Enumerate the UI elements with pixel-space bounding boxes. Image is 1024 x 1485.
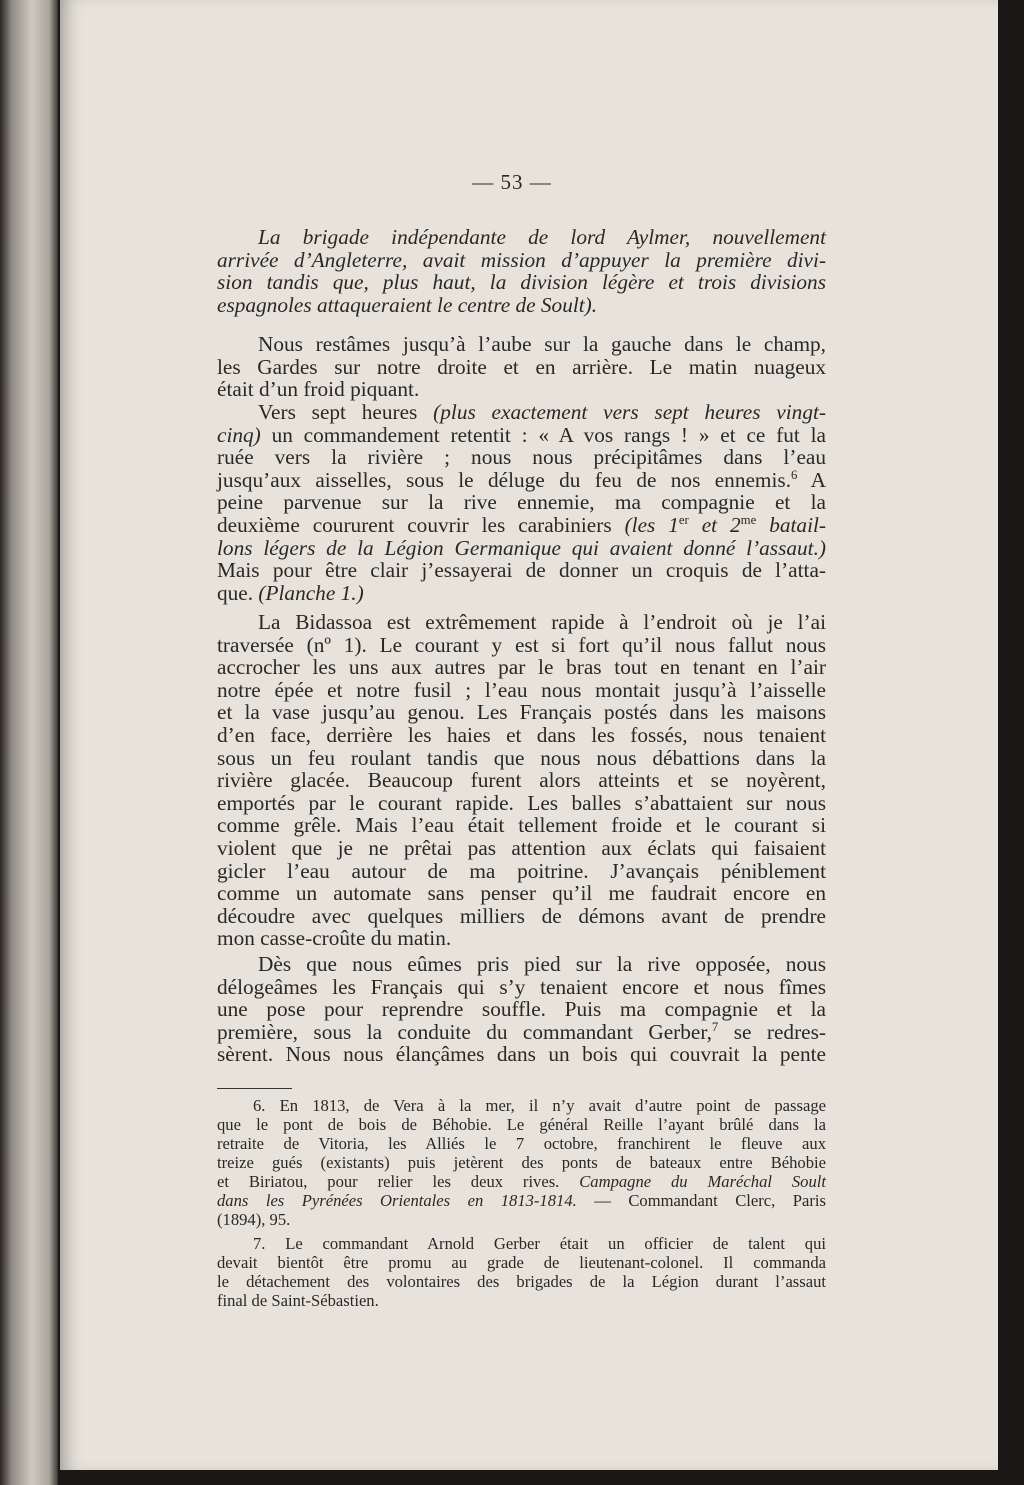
text-line — [217, 927, 826, 950]
facing-page-edge — [0, 0, 58, 1485]
text-line — [217, 1191, 826, 1210]
text-segment: gicler l’eau autour de ma poitrine. J’avançais péniblement — [217, 858, 826, 883]
text-segment: se redres- — [718, 1019, 826, 1044]
text-segment: La brigade indépendante de lord Aylmer, nouvellement — [258, 225, 826, 249]
text-line — [217, 294, 826, 317]
text-line — [217, 1234, 826, 1253]
text-line — [217, 514, 826, 537]
text-line — [217, 701, 826, 724]
text-segment: notre épée et notre fusil ; l’eau nous montait jusqu’à l’aisselle — [217, 677, 826, 702]
text-segment: espagnoles attaqueraient le centre de Soult). — [217, 292, 598, 317]
text-segment: lons légers de la Légion Germanique qui avaient donné l’assaut.) — [217, 535, 826, 560]
text-line — [217, 446, 826, 469]
text-segment: retraite de Vitoria, les Alliés le 7 octobre, franchirent le fleuve aux — [217, 1134, 826, 1153]
text-line — [217, 333, 826, 356]
text-segment: le détachement des volontaires des brigades de la Légion durant l’assaut — [217, 1272, 826, 1291]
text-segment: violent que je ne prêtai pas attention aux éclats qui faisaient — [217, 835, 826, 860]
text-segment: sèrent. Nous nous élançâmes dans un bois qui couvrait la pente — [217, 1042, 826, 1067]
paragraph — [217, 333, 826, 401]
text-line — [217, 1272, 826, 1291]
superscript: me — [740, 512, 757, 527]
text-line — [217, 271, 826, 294]
text-line — [217, 226, 826, 249]
text-segment: La Bidassoa est extrêmement rapide à l’endroit où je l’ai — [258, 610, 826, 634]
text-segment: mon casse-croûte du matin. — [217, 926, 452, 951]
text-segment: découdre avec quelques milliers de démons avant de prendre — [217, 903, 826, 928]
text-segment: emportés par le courant rapide. Les balles s’abattaient sur nous — [217, 790, 826, 815]
paragraph — [217, 611, 826, 950]
text-line — [217, 1096, 826, 1115]
paragraph — [217, 226, 826, 316]
text-line — [217, 953, 826, 976]
text-line — [217, 424, 826, 447]
text-segment: sous un feu roulant tandis que nous nous débattions dans la — [217, 745, 826, 770]
text-segment: (1894), 95. — [217, 1210, 291, 1229]
text-segment: comme grêle. Mais l’eau était tellement froide et le courant si — [217, 813, 826, 838]
text-segment: cinq) — [217, 422, 261, 447]
text-line — [217, 1134, 826, 1153]
text-segment: d’en face, derrière les haies et dans les fossés, nous tenaient — [217, 722, 826, 747]
text-segment: treize gués (existants) puis jetèrent des ponts de bateaux entre Béhobie — [217, 1153, 826, 1172]
text-segment: A — [797, 467, 826, 492]
footnote — [217, 1096, 826, 1229]
text-segment: final de Saint-Sébastien. — [217, 1291, 379, 1310]
paragraph — [217, 953, 826, 1066]
text-line — [217, 1291, 826, 1310]
superscript: er — [678, 512, 689, 527]
text-line — [217, 656, 826, 679]
text-segment: (Planche 1.) — [258, 580, 364, 605]
text-line — [217, 679, 826, 702]
text-line — [217, 792, 826, 815]
text-segment: (plus exactement vers sept heures vingt- — [433, 400, 826, 424]
text-line — [217, 976, 826, 999]
text-line — [217, 1115, 826, 1134]
text-line — [217, 1253, 826, 1272]
text-segment: dans les Pyrénées Orientales en 1813-1814. — [217, 1191, 577, 1210]
text-line — [217, 611, 826, 634]
text-segment: comme un automate sans penser qu’il me faudrait encore en — [217, 881, 826, 906]
text-line — [217, 1172, 826, 1191]
text-line — [217, 860, 826, 883]
text-line — [217, 582, 826, 605]
text-line — [217, 537, 826, 560]
text-segment: 6. En 1813, de Vera à la mer, il n’y avait d’autre point de passage — [253, 1096, 826, 1115]
text-segment: et la vase jusqu’au genou. Les Français postés dans les maisons — [217, 700, 826, 725]
text-segment: batail- — [756, 512, 826, 537]
text-line — [217, 837, 826, 860]
page-number: — 53 — — [472, 170, 552, 194]
text-line — [217, 905, 826, 928]
superscript: 7 — [711, 1019, 719, 1034]
text-segment: les Gardes sur notre droite et en arrière. Le matin nuageux — [217, 354, 826, 379]
text-line — [217, 491, 826, 514]
text-segment: sion tandis que, plus haut, la division légère et trois divisions — [217, 270, 826, 295]
text-line — [217, 747, 826, 770]
paragraph — [217, 401, 826, 604]
text-line — [217, 882, 826, 905]
text-segment: rivière glacée. Beaucoup furent alors atteints et se noyèrent, — [217, 768, 826, 793]
text-segment: et 2 — [688, 512, 741, 537]
text-segment: accrocher les uns aux autres par le bras tout en tenant en l’air — [217, 655, 826, 680]
text-line — [217, 724, 826, 747]
text-segment: que le pont de bois de Béhobie. Le général Reille l’ayant brûlé dans la — [217, 1115, 826, 1134]
text-segment: arrivée d’Angleterre, avait mission d’appuyer la première divi- — [217, 247, 826, 272]
text-segment: que. — [217, 580, 259, 605]
text-segment: devait bientôt être promu au grade de lieutenant-colonel. Il commanda — [217, 1253, 826, 1272]
text-segment: jusqu’aux aisselles, sous le déluge du feu de nos ennemis. — [217, 467, 792, 492]
text-line — [217, 1153, 826, 1172]
text-line — [217, 814, 826, 837]
text-line — [217, 378, 826, 401]
text-segment: Vers sept heures — [258, 400, 434, 424]
text-segment: ruée vers la rivière ; nous nous précipitâmes dans l’eau — [217, 445, 826, 470]
text-line — [217, 401, 826, 424]
text-line — [217, 998, 826, 1021]
footnote — [217, 1234, 826, 1310]
text-segment: un commandement retentit : « A vos rangs ! » et ce fut la — [260, 422, 826, 447]
text-segment: et Biriatou, pour relier les deux rives. — [217, 1172, 580, 1191]
text-segment: Campagne du Maréchal Soult — [579, 1172, 826, 1191]
text-segment: Mais pour être clair j’essayerai de donner un croquis de l’atta- — [217, 558, 826, 583]
text-segment: deuxième coururent couvrir les carabiniers — [217, 512, 625, 537]
footnote-separator — [217, 1088, 292, 1089]
superscript: 6 — [791, 467, 798, 482]
text-line — [217, 769, 826, 792]
text-segment: une pose pour reprendre souffle. Puis ma compagnie et la — [217, 997, 826, 1022]
text-line — [217, 559, 826, 582]
text-segment: était d’un froid piquant. — [217, 377, 420, 402]
text-line — [217, 1043, 826, 1066]
text-segment: première, sous la conduite du commandant Gerber, — [217, 1019, 712, 1044]
text-segment: — Commandant Clerc, Paris — [576, 1191, 826, 1210]
text-line — [217, 1021, 826, 1044]
text-line — [217, 356, 826, 379]
text-segment: Nous restâmes jusqu’à l’aube sur la gauche dans le champ, — [258, 332, 826, 356]
text-segment: 7. Le commandant Arnold Gerber était un officier de talent qui — [253, 1234, 826, 1253]
text-segment: peine parvenue sur la rive ennemie, ma compagnie et la — [217, 490, 826, 515]
text-segment: traversée (nº 1). Le courant y est si fort qu’il nous fallut nous — [217, 632, 826, 657]
text-segment: Dès que nous eûmes pris pied sur la rive opposée, nous — [258, 952, 826, 976]
text-line — [217, 1210, 826, 1229]
text-line — [217, 249, 826, 272]
text-segment: (les 1 — [624, 512, 679, 537]
text-line — [217, 634, 826, 657]
text-line — [217, 469, 826, 492]
text-segment: délogeâmes les Français qui s’y tenaient encore et nous fîmes — [217, 974, 826, 999]
